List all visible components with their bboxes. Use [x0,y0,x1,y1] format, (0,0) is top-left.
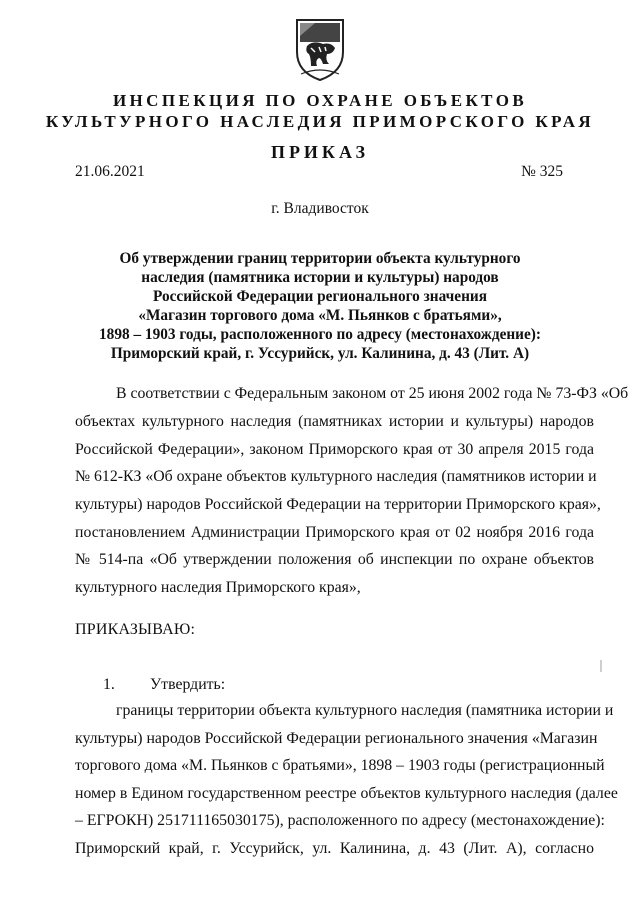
item-number: 1. [103,676,115,693]
item-heading: Утвердить: [150,676,226,693]
preamble-line: В соответствии с Федеральным законом от 25 июня 2002 года № 73-ФЗ «Об [116,385,629,402]
title-line: Российской Федерации регионального значения [153,288,487,305]
organization-name-line-2: КУЛЬТУРНОГО НАСЛЕДИЯ ПРИМОРСКОГО КРАЯ [45,112,595,131]
title-line: 1898 – 1903 годы, расположенного по адресу (местонахождение): [99,326,541,343]
item-line: торгового дома «М. Пьянков с братьями», 1898 – 1903 годы (регистрационный [75,757,605,774]
item-line: границы территории объекта культурного наследия (памятника истории и [116,702,614,719]
document-number: № 325 [521,163,563,180]
preamble-line: Российской Федерации», законом Приморского края от 30 апреля 2015 года [75,441,594,458]
document-date: 21.06.2021 [75,163,145,180]
preamble-line: культуры) народов Российской Федерации на территории Приморского края», [75,496,601,513]
scan-mark [600,660,602,672]
preamble-line: постановлением Администрации Приморского края от 02 ноября 2016 года [75,524,594,541]
preamble-line: № 514-па «Об утверждении положения об инспекции по охране объектов [75,551,594,568]
coat-of-arms-emblem [293,14,347,82]
document-city: г. Владивосток [271,200,369,217]
title-line: «Магазин торгового дома «М. Пьянков с братьями», [138,307,502,324]
item-line: культуры) народов Российской Федерации регионального значения «Магазин [75,730,598,747]
title-line: Об утверждении границ территории объекта культурного [119,250,521,267]
title-line: Приморский край, г. Уссурийск, ул. Калинина, д. 43 (Лит. А) [110,345,530,362]
order-heading: ПРИКАЗЫВАЮ: [75,621,196,638]
title-line: наследия (памятника истории и культуры) народов [141,269,499,286]
item-line: номер в Едином государственном реестре объектов культурного наследия (далее [75,785,618,802]
item-line: – ЕГРОКН) 251711165030175), расположенного по адресу (местонахождение): [75,812,605,829]
item-line: Приморский край, г. Уссурийск, ул. Калинина, д. 43 (Лит. А), согласно [75,840,594,857]
preamble-line: культурного наследия Приморского края», [75,579,361,596]
preamble-line: объектах культурного наследия (памятниках истории и культуры) народов [75,413,594,430]
preamble-line: № 612-КЗ «Об охране объектов культурного наследия (памятников истории и [75,468,597,485]
organization-name-line-1: ИНСПЕКЦИЯ ПО ОХРАНЕ ОБЪЕКТОВ [112,91,528,110]
document-type: ПРИКАЗ [270,142,370,162]
